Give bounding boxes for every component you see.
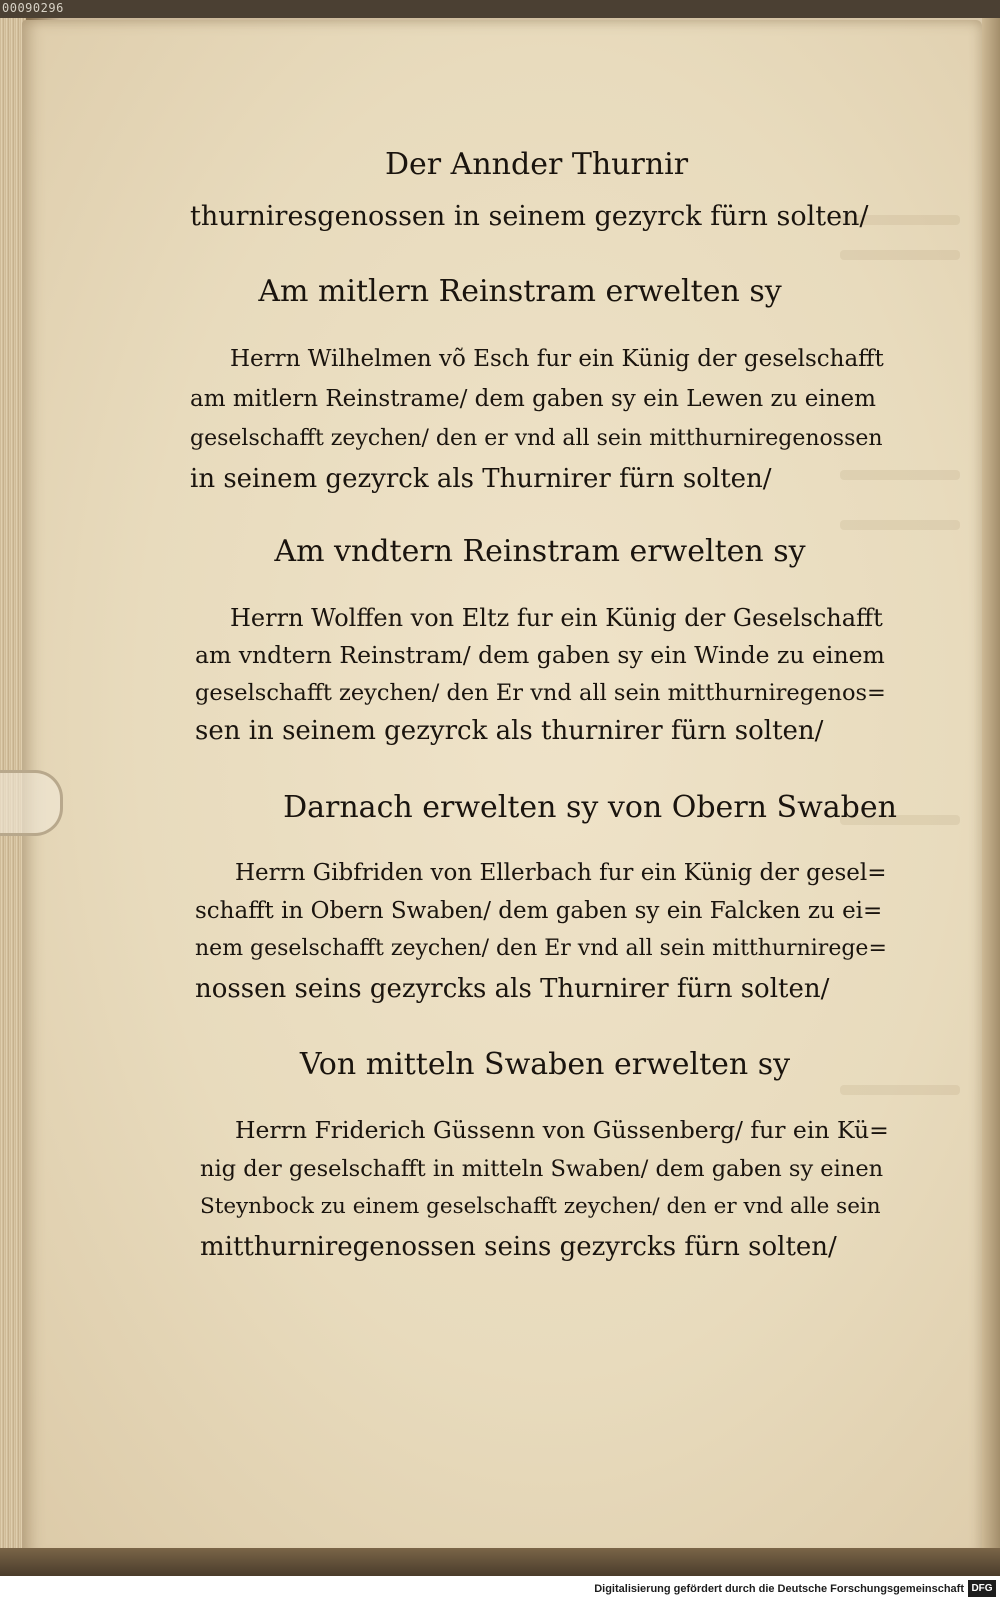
running-head: Der Annder Thurnir bbox=[385, 147, 689, 182]
scan-bottom-shadow bbox=[0, 1548, 1000, 1576]
text-line: mitthurniregenossen seins gezyrcks fürn solten/ bbox=[200, 1232, 837, 1262]
text-line: geselschafft zeychen/ den Er vnd all sein mitthurniregenos= bbox=[195, 680, 886, 706]
section-heading: Von mitteln Swaben erwelten sy bbox=[299, 1047, 791, 1082]
text-line: Herrn Wolffen von Eltz fur ein Künig der Geselschafft bbox=[230, 604, 883, 632]
bleed-through-mark bbox=[840, 520, 960, 530]
scan-identifier: 00090296 bbox=[2, 1, 64, 15]
text-line: nem geselschafft zeychen/ den Er vnd all sein mitthurniregе= bbox=[195, 936, 887, 961]
section-heading: Am mitlern Reinstram erwelten sy bbox=[258, 274, 782, 309]
dfg-logo: DFG bbox=[968, 1580, 996, 1597]
text-line: Herrn Wilhelmen võ Esch fur ein Künig der geselschafft bbox=[230, 346, 884, 372]
text-line: in seinem gezyrck als Thurnirer fürn solten/ bbox=[190, 464, 772, 494]
text-line: thurniresgenossen in seinem gezyrck fürn solten/ bbox=[190, 201, 869, 232]
page-clip bbox=[0, 770, 63, 836]
text-line: Herrn Friderich Güssenn von Güssenberg/ fur ein Kü= bbox=[235, 1116, 889, 1144]
section-heading: Darnach erwelten sy von Obern Swaben bbox=[283, 790, 897, 825]
text-line: am mitlern Reinstrame/ dem gaben sy ein Lewen zu einem bbox=[190, 386, 876, 412]
text-line: am vndtern Reinstram/ dem gaben sy ein Winde zu einem bbox=[195, 641, 885, 669]
text-line: Herrn Gibfriden von Ellerbach fur ein Künig der gesel= bbox=[235, 860, 887, 886]
text-line: nossen seins gezyrcks als Thurnirer fürn solten/ bbox=[195, 974, 830, 1004]
text-line: geselschafft zeychen/ den er vnd all sein mitthurniregenossen bbox=[190, 426, 883, 451]
text-line: Steynbock zu einem geselschafft zeychen/ den er vnd alle sein bbox=[200, 1194, 881, 1219]
digitization-footer bbox=[0, 1576, 1000, 1604]
section-heading: Am vndtern Reinstram erwelten sy bbox=[274, 534, 806, 569]
funding-credit: Digitalisierung gefördert durch die Deutsche Forschungsgemeinschaft bbox=[594, 1583, 964, 1595]
text-line: sen in seinem gezyrck als thurnirer fürn solten/ bbox=[195, 716, 824, 746]
bleed-through-mark bbox=[840, 250, 960, 260]
book-right-edge bbox=[982, 18, 1000, 1558]
bleed-through-mark bbox=[840, 470, 960, 480]
scan-top-strip bbox=[0, 0, 1000, 18]
text-line: schafft in Obern Swaben/ dem gaben sy ein Falcken zu ei= bbox=[195, 898, 883, 924]
bleed-through-mark bbox=[840, 1085, 960, 1095]
text-line: nig der geselschafft in mitteln Swaben/ dem gaben sy einen bbox=[200, 1156, 884, 1182]
